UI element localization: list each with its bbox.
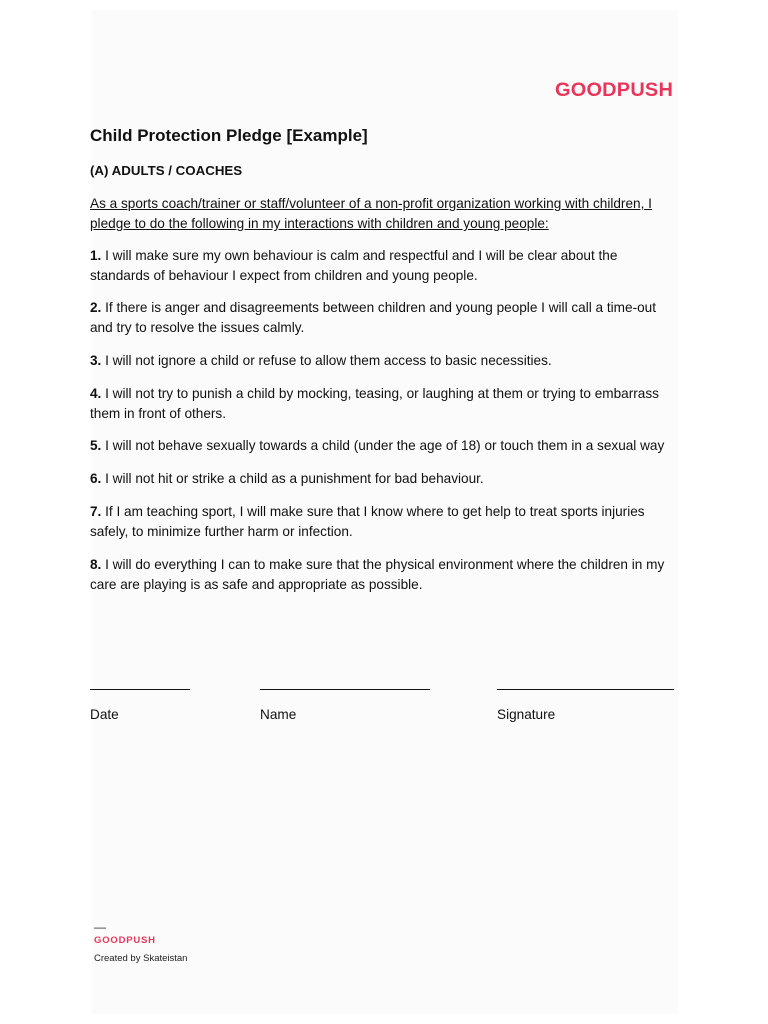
pledge-text: I will not behave sexually towards a child (under the age of 18) or touch them in a sexual way [101, 438, 665, 453]
pledge-text: I will not hit or strike a child as a punishment for bad behaviour. [101, 471, 484, 486]
footer-logo: GOODPUSH [94, 935, 156, 946]
pledge-text: I will not ignore a child or refuse to allow them access to basic necessities. [101, 353, 552, 368]
pledge-number: 6. [90, 471, 102, 486]
document-title: Child Protection Pledge [Example] [90, 126, 368, 145]
pledge-number: 5. [90, 438, 102, 453]
date-line[interactable] [90, 689, 190, 690]
pledge-text: If I am teaching sport, I will make sure that I know where to get help to treat sports injuries safely, to minimize further harm or infection. [90, 504, 645, 539]
pledge-item [90, 436, 680, 456]
pledge-number: 4. [90, 386, 102, 401]
pledge-number: 8. [90, 557, 102, 572]
pledge-item [90, 298, 680, 338]
pledge-text: I will not try to punish a child by mocking, teasing, or laughing at them or trying to embarrass them in front of others. [90, 386, 659, 421]
pledge-item [90, 351, 680, 371]
signature-line[interactable] [497, 689, 674, 690]
pledge-number: 1. [90, 248, 102, 263]
intro-paragraph: As a sports coach/trainer or staff/volunteer of a non-profit organization working with children, I pledge to do the following in my interactions with children and young people: [90, 196, 652, 231]
pledge-item [90, 555, 680, 595]
signature-label: Signature [497, 707, 556, 722]
pledge-item [90, 384, 680, 424]
date-label: Date [90, 707, 119, 722]
pledge-item [90, 502, 680, 542]
pledge-number: 3. [90, 353, 102, 368]
footer-credit: Created by Skateistan [94, 953, 188, 964]
pledge-number: 7. [90, 504, 102, 519]
goodpush-logo: GOODPUSH [555, 80, 674, 101]
name-label: Name [260, 707, 297, 722]
pledge-text: I will do everything I can to make sure that the physical environment where the children in my care are playing is as safe and appropriate as possible. [90, 557, 665, 592]
name-line[interactable] [260, 689, 430, 690]
pledge-text: If there is anger and disagreements between children and young people I will call a time-out and try to resolve the issues calmly. [90, 300, 656, 335]
pledge-item [90, 469, 680, 489]
pledge-item [90, 246, 680, 286]
footer-dash: — [94, 920, 106, 934]
pledge-text: I will make sure my own behaviour is calm and respectful and I will be clear about the standards of behaviour I expect from children and young people. [90, 248, 618, 283]
pledge-number: 2. [90, 300, 102, 315]
section-heading: (A) ADULTS / COACHES [90, 163, 243, 178]
